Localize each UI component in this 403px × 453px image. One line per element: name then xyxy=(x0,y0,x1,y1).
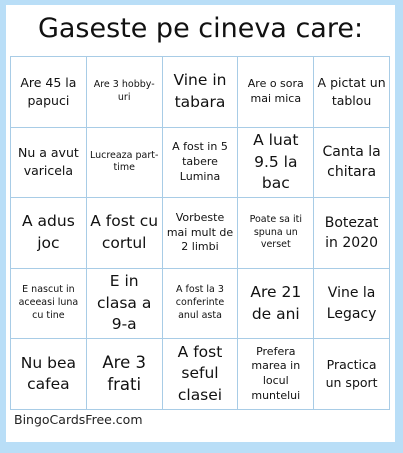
bingo-cell: Are o sora mai mica xyxy=(238,57,314,128)
bingo-cell: A fost seful clasei xyxy=(163,339,239,410)
footer-credit: BingoCardsFree.com xyxy=(14,412,143,427)
bingo-cell: Are 45 la papuci xyxy=(11,57,87,128)
bingo-cell: E in clasa a 9-a xyxy=(87,269,163,340)
bingo-cell: A adus joc xyxy=(11,198,87,269)
bingo-grid xyxy=(10,56,390,410)
bingo-cell: A fost cu cortul xyxy=(87,198,163,269)
bingo-cell: A fost in 5 tabere Lumina xyxy=(163,128,239,199)
bingo-cell: Prefera marea in locul muntelui xyxy=(238,339,314,410)
bingo-cell: Are 3 hobby-uri xyxy=(87,57,163,128)
bingo-cell: Poate sa iti spuna un verset xyxy=(238,198,314,269)
bingo-card xyxy=(6,5,395,442)
bingo-cell: E nascut in aceeasi luna cu tine xyxy=(11,269,87,340)
bingo-cell: Nu a avut varicela xyxy=(11,128,87,199)
bingo-cell: Canta la chitara xyxy=(314,128,390,199)
bingo-cell: Botezat in 2020 xyxy=(314,198,390,269)
bingo-cell: Vine la Legacy xyxy=(314,269,390,340)
bingo-cell: Practica un sport xyxy=(314,339,390,410)
bingo-cell: Nu bea cafea xyxy=(11,339,87,410)
bingo-cell: Lucreaza part-time xyxy=(87,128,163,199)
bingo-cell: Vine in tabara xyxy=(163,57,239,128)
bingo-cell: A fost la 3 conferinte anul asta xyxy=(163,269,239,340)
bingo-cell: Vorbeste mai mult de 2 limbi xyxy=(163,198,239,269)
card-title: Gaseste pe cineva care: xyxy=(37,13,364,44)
bingo-cell: A luat 9.5 la bac xyxy=(238,128,314,199)
bingo-cell: A pictat un tablou xyxy=(314,57,390,128)
bingo-cell: Are 3 frati xyxy=(87,339,163,410)
bingo-cell: Are 21 de ani xyxy=(238,269,314,340)
